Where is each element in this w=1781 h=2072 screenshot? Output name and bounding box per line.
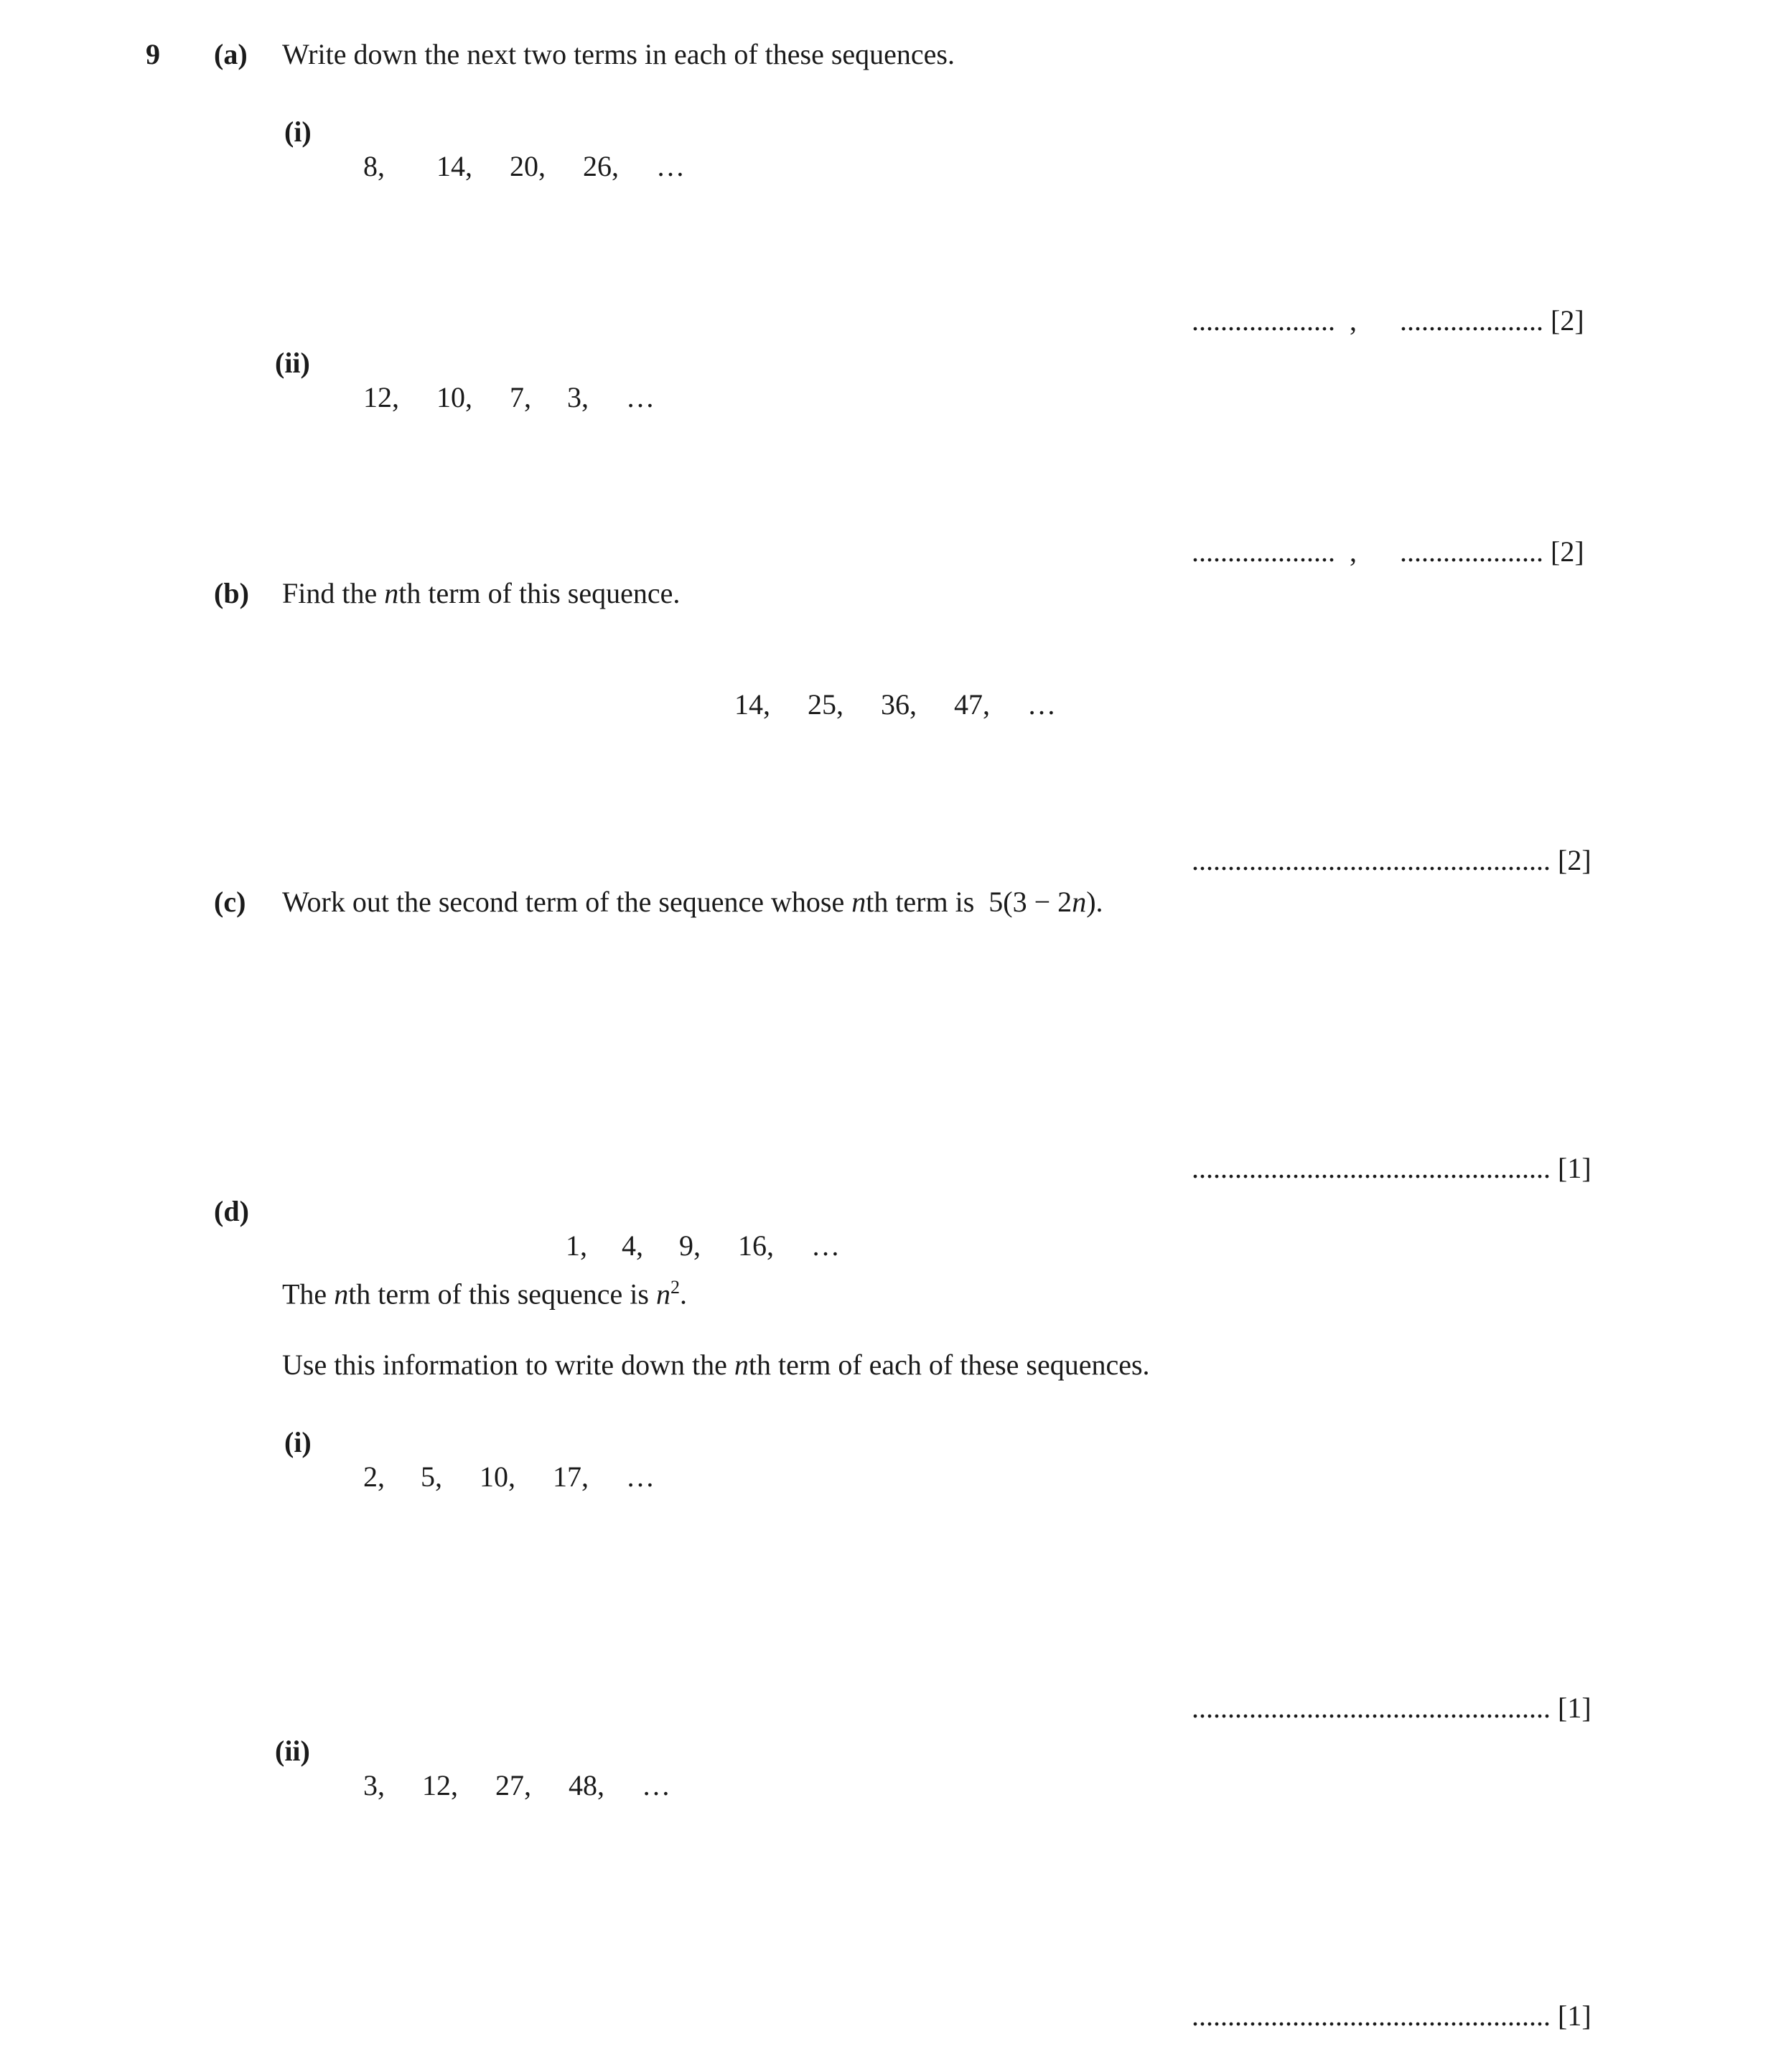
- part-a-instruction: Write down the next two terms in each of these sequences.: [282, 38, 955, 70]
- answer-blank[interactable]: ..................................................: [1192, 1692, 1551, 1724]
- sequence-term: 12,: [363, 381, 399, 413]
- answer-line-c[interactable]: [1177, 1117, 1591, 1186]
- sequence-term: 5,: [421, 1461, 442, 1493]
- sequence-ellipsis: …: [626, 381, 655, 413]
- sequence-ellipsis: …: [626, 1461, 655, 1493]
- marks-c: [1]: [1558, 1152, 1591, 1184]
- marks-b: [2]: [1558, 844, 1591, 876]
- answer-separator: ,: [1350, 535, 1357, 568]
- answer-blank-1[interactable]: ....................: [1192, 304, 1335, 337]
- sequence-ellipsis: …: [642, 1769, 670, 1801]
- part-a-ii-label: (ii): [275, 347, 310, 379]
- answer-blank[interactable]: ..................................................: [1192, 2000, 1551, 2032]
- marks-a-i: [2]: [1551, 304, 1584, 337]
- answer-line-d-ii[interactable]: [1177, 1964, 1591, 2033]
- sequence-term: 14,: [436, 150, 472, 182]
- part-b-sequence: [720, 653, 1056, 722]
- part-d-i-sequence: [349, 1425, 655, 1494]
- answer-line-a-i[interactable]: [1177, 269, 1584, 338]
- sequence-term: 27,: [495, 1769, 531, 1801]
- answer-blank-2[interactable]: ....................: [1400, 304, 1543, 337]
- sequence-ellipsis: …: [1027, 688, 1056, 721]
- part-b-label: (b): [214, 577, 249, 609]
- part-d-i-label: (i): [284, 1426, 312, 1458]
- answer-blank-2[interactable]: ....................: [1400, 535, 1543, 568]
- sequence-term: 48,: [569, 1769, 604, 1801]
- answer-line-a-ii[interactable]: [1177, 500, 1584, 569]
- sequence-term: 14,: [734, 688, 770, 721]
- sequence-term: 26,: [583, 150, 619, 182]
- part-d-sequence: [551, 1194, 840, 1263]
- sequence-term: 3,: [567, 381, 589, 413]
- sequence-term: 7,: [510, 381, 531, 413]
- answer-line-d-i[interactable]: [1177, 1656, 1591, 1725]
- part-a-i-sequence: [349, 115, 685, 184]
- sequence-term: 17,: [553, 1461, 589, 1493]
- sequence-ellipsis: …: [811, 1229, 840, 1262]
- part-c-label: (c): [214, 886, 246, 918]
- part-d-statement: The nth term of this sequence is $n^2$.: [282, 1277, 687, 1311]
- marks-d-ii: [1]: [1558, 2000, 1591, 2032]
- sequence-term: 10,: [480, 1461, 515, 1493]
- nth-term-expression: 5(3 − 2n).: [988, 886, 1103, 918]
- part-d-ii-sequence: [349, 1734, 670, 1803]
- part-a-label: (a): [214, 38, 248, 70]
- sequence-term: 4,: [622, 1229, 643, 1262]
- part-a-i-label: (i): [284, 116, 312, 148]
- answer-blank-1[interactable]: ....................: [1192, 535, 1335, 568]
- sequence-term: 12,: [422, 1769, 458, 1801]
- part-a-ii-sequence: [349, 346, 655, 415]
- sequence-term: 8,: [363, 150, 385, 182]
- sequence-term: 20,: [510, 150, 546, 182]
- question-number: 9: [146, 38, 160, 70]
- part-b-instruction: Find the nth term of this sequence.: [282, 577, 681, 609]
- sequence-term: 1,: [566, 1229, 587, 1262]
- answer-blank[interactable]: ..................................................: [1192, 1152, 1551, 1184]
- part-d-instruction: Use this information to write down the nth term of each of these sequences.: [282, 1349, 1150, 1381]
- marks-a-ii: [2]: [1551, 535, 1584, 568]
- sequence-term: 9,: [679, 1229, 701, 1262]
- sequence-term: 16,: [738, 1229, 774, 1262]
- sequence-term: 2,: [363, 1461, 385, 1493]
- sequence-term: 25,: [808, 688, 843, 721]
- answer-separator: ,: [1350, 304, 1357, 337]
- part-d-label: (d): [214, 1195, 249, 1227]
- answer-blank[interactable]: ..................................................: [1192, 844, 1551, 876]
- sequence-term: 36,: [881, 688, 917, 721]
- sequence-ellipsis: …: [656, 150, 685, 182]
- sequence-term: 3,: [363, 1769, 385, 1801]
- marks-d-i: [1]: [1558, 1692, 1591, 1724]
- sequence-term: 10,: [436, 381, 472, 413]
- answer-line-b[interactable]: [1177, 809, 1591, 878]
- sequence-term: 47,: [954, 688, 990, 721]
- part-c-instruction: Work out the second term of the sequence whose nth term is 5(3 − 2n).: [282, 886, 1103, 918]
- part-d-ii-label: (ii): [275, 1735, 310, 1767]
